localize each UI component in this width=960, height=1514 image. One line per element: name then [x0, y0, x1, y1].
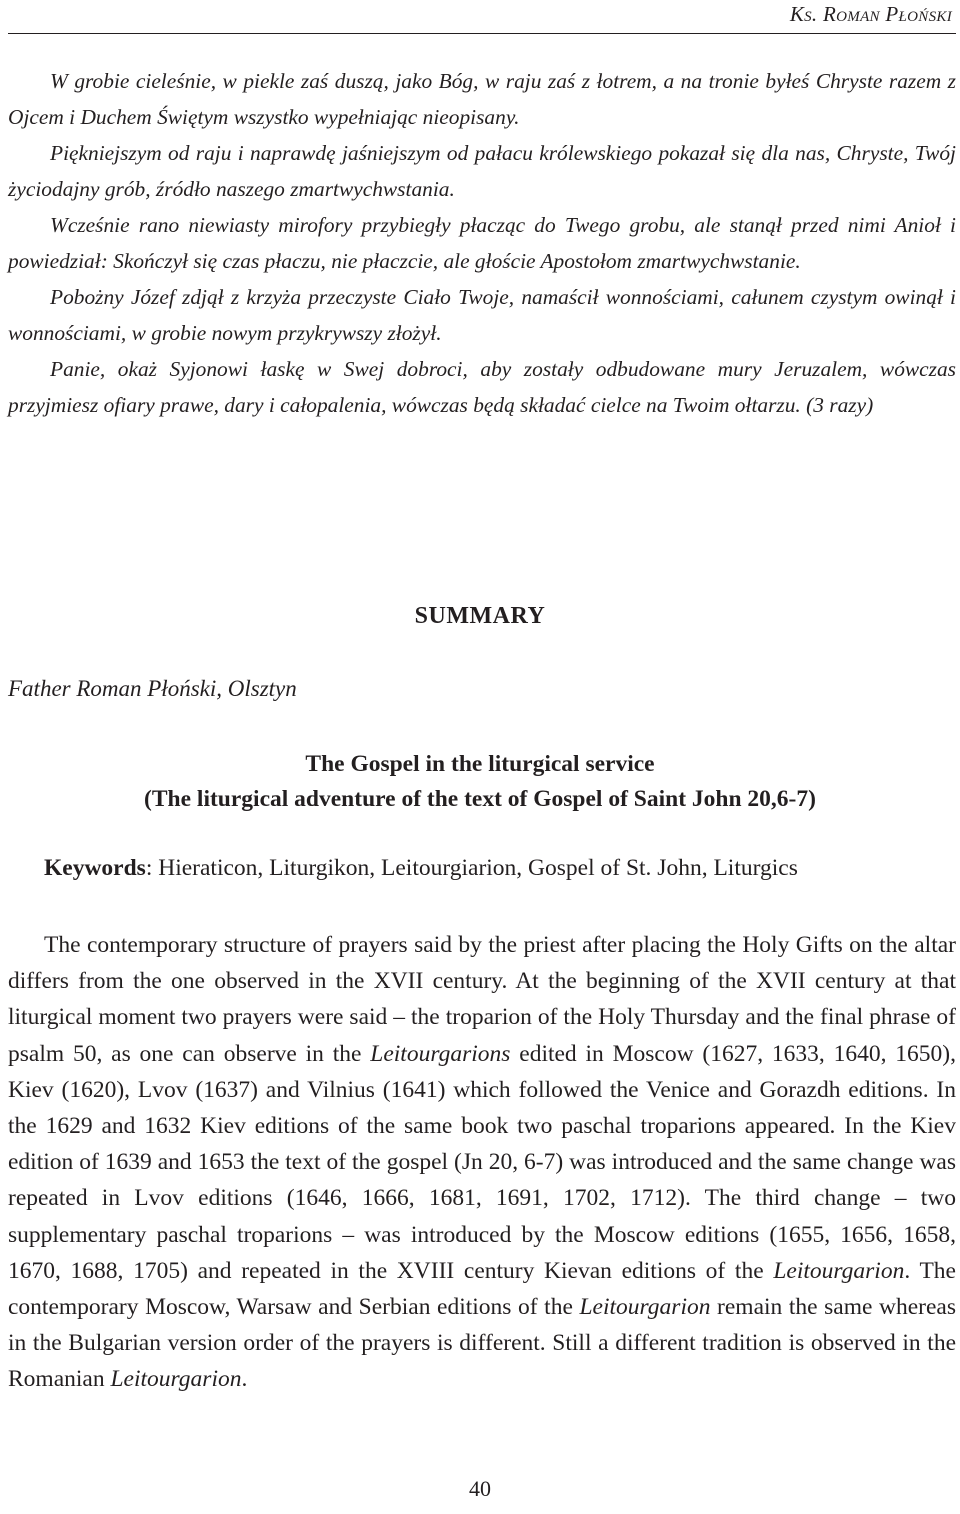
paper-title: The Gospel in the liturgical service — [305, 751, 655, 777]
hymn-paragraph: W grobie cieleśnie, w piekle zaś duszą, jako Bóg, w raju zaś z łotrem, a na tronie byłeś Chryste razem z Ojcem i Duchem Świętym wszystko wypełniając nieopisany. — [8, 69, 956, 129]
keywords-line — [44, 855, 798, 882]
abstract-paragraph — [8, 927, 956, 1398]
header-rule — [8, 33, 956, 34]
paper-subtitle: (The liturgical adventure of the text of Gospel of Saint John 20,6-7) — [144, 786, 816, 812]
hymn-paragraph: Panie, okaż Syjonowi łaskę w Swej dobroci, aby zostały odbudowane mury Jeruzalem, wówczas przyjmiesz ofiary prawe, dary i całopalenia, wówczas będą składać cielce na Twoim ołtarzu. (3 razy) — [8, 357, 956, 417]
abstract-italic-term: Leitourgarion — [579, 1294, 711, 1321]
abstract-italic-term: Leitourgarion — [110, 1366, 242, 1393]
paper-title-block — [0, 747, 960, 817]
hymn-text — [8, 63, 956, 423]
author-line: Father Roman Płoński, Olsztyn — [8, 676, 297, 701]
hymn-paragraph: Piękniejszym od raju i naprawdę jaśniejszym od pałacu królewskiego pokazał się dla nas, Chryste, Twój życiodajny grób, źródło naszego zmartwychwstania. — [8, 141, 956, 201]
keywords-list: : Hieraticon, Liturgikon, Leitourgiarion, Gospel of St. John, Liturgics — [145, 855, 798, 881]
abstract-italic-term: Leitourgarion — [773, 1257, 905, 1284]
abstract-italic-term: Leitourgarions — [370, 1040, 511, 1067]
abstract-text: The contemporary structure of prayers said by the priest after placing the Holy Gifts on the altar differs from the one observed in the XVII century. At the beginning of the XVII century at that liturgical moment two prayers were said – the troparion of the Holy Thursday and the final phrase of psalm 50, as one can observe in the — [8, 932, 956, 1067]
keywords-label: Keywords — [44, 855, 146, 881]
page-number: 40 — [469, 1476, 491, 1501]
hymn-paragraph: Pobożny Józef zdjął z krzyża przeczyste Ciało Twoje, namaścił wonnościami, całunem czystym owinął i wonnościami, w grobie nowym przykrywszy złożył. — [8, 285, 956, 345]
abstract-text: . — [241, 1366, 248, 1393]
abstract-text: remain the same whereas in the Bulgarian version order of the prayers is different. Still a different tradition is observed in the Romanian — [8, 1294, 956, 1393]
hymn-paragraph: Wcześnie rano niewiasty mirofory przybiegły płacząc do Twego grobu, ale stanął przed nimi Anioł i powiedział: Skończył się czas płaczu, nie płaczcie, ale głoście Apostołom zmartwychwstanie. — [8, 213, 956, 273]
summary-heading: SUMMARY — [414, 603, 546, 629]
abstract-text: . The contemporary Moscow, Warsaw and Serbian editions of the — [8, 1257, 956, 1321]
abstract-text: edited in Moscow (1627, 1633, 1640, 1650), Kiev (1620), Lvov (1637) and Vilnius (1641) which followed the Venice and Gorazdh editions. In the 1629 and 1632 Kiev editions of the same book two paschal troparions appeared. In the Kiev edition of 1639 and 1653 the text of the gospel (Jn 20, 6-7) was introduced and the same change was repeated in Lvov editions (1646, 1666, 1681, 1691, 1702, 1712). The third change – two supplementary paschal troparions – was introduced by the Moscow editions (1655, 1656, 1658, 1670, 1688, 1705) and repeated in the XVIII century Kievan editions of the — [8, 1040, 956, 1284]
running-head: Ks. Roman Płoński — [789, 2, 952, 26]
